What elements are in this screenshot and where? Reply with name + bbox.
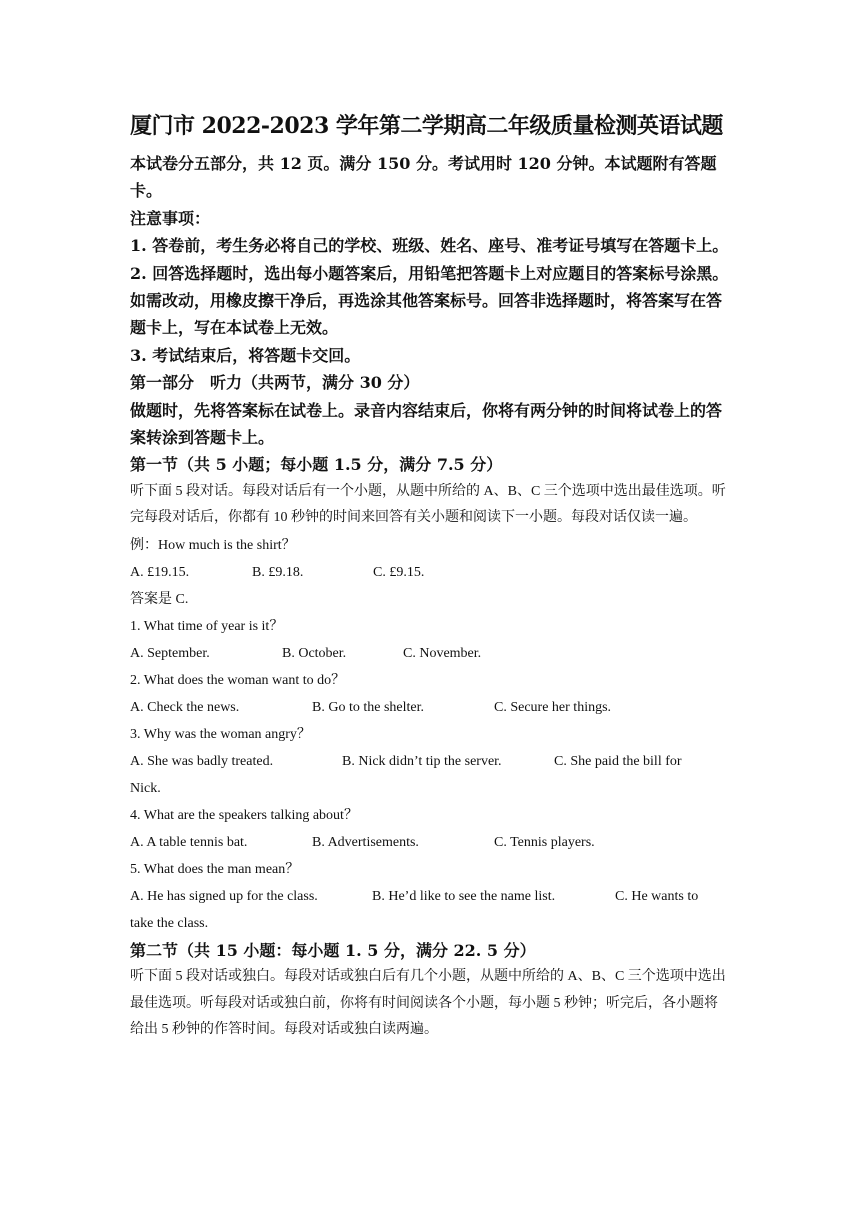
option-b: B. £9.18. <box>252 564 304 580</box>
question-2-options <box>130 694 730 721</box>
option-c: C. Tennis players. <box>494 834 595 850</box>
exam-intro: 本试卷分五部分，共 12 页。满分 150 分。考试用时 120 分钟。本试题附有答题卡。 <box>130 154 717 201</box>
option-c: C. Secure her things. <box>494 699 612 715</box>
exam-page <box>130 108 730 1044</box>
example-options <box>130 559 730 586</box>
option-b: B. Nick didn’t tip the server. <box>342 753 502 769</box>
option-b: B. Advertisements. <box>312 834 419 850</box>
part1-heading: 第一部分 听力（共两节，满分 30 分） <box>130 373 420 393</box>
option-a: A. She was badly treated. <box>130 753 274 769</box>
question-5-option-c-continued: take the class. <box>130 915 209 931</box>
option-b: B. October. <box>282 645 347 661</box>
option-a: A. £19.15. <box>130 564 190 580</box>
option-c: C. She paid the bill for <box>554 753 682 769</box>
section1-instructions: 听下面 5 段对话。每段对话后有一个小题，从题中所给的 A、B、C 三个选项中选出最佳选项。听完每段对话后，你都有 10 秒钟的时间来回答有关小题和阅读下一小题。每段对话仅读一遍。 <box>130 483 726 526</box>
question-4-options <box>130 829 730 856</box>
notice-item-1: 1. 答卷前，考生务必将自己的学校、班级、姓名、座号、准考证号填写在答题卡上。 <box>130 236 729 256</box>
question-3: 3. Why was the woman angry？ <box>130 726 311 742</box>
option-c: C. He wants to <box>615 888 699 904</box>
question-5: 5. What does the man mean？ <box>130 861 300 877</box>
example-question: 例：How much is the shirt？ <box>130 537 296 553</box>
section2-heading: 第二节（共 15 小题：每小题 1. 5 分，满分 22. 5 分） <box>130 940 536 960</box>
section1-heading: 第一节（共 5 小题；每小题 1.5 分，满分 7.5 分） <box>130 455 503 475</box>
option-b: B. Go to the shelter. <box>312 699 424 715</box>
option-a: A. September. <box>130 645 210 661</box>
question-5-options <box>130 883 730 910</box>
option-b: B. He’d like to see the name list. <box>372 888 556 904</box>
option-a: A. Check the news. <box>130 699 240 715</box>
question-2: 2. What does the woman want to do？ <box>130 672 346 688</box>
question-3-option-c-continued: Nick. <box>130 780 161 796</box>
example-answer: 答案是 C. <box>130 591 189 607</box>
option-a: A. He has signed up for the class. <box>130 888 318 904</box>
question-3-options <box>130 748 730 775</box>
part1-instructions: 做题时，先将答案标在试卷上。录音内容结束后，你将有两分钟的时间将试卷上的答案转涂到答题卡上。 <box>130 400 723 448</box>
option-c: C. £9.15. <box>373 564 425 580</box>
exam-title: 厦门市 2022-2023 学年第二学期高二年级质量检测英语试题 <box>130 113 723 139</box>
notice-heading: 注意事项： <box>130 208 211 228</box>
question-1: 1. What time of year is it？ <box>130 618 284 634</box>
question-4: 4. What are the speakers talking about？ <box>130 807 358 823</box>
notice-item-3: 3. 考试结束后，将答题卡交回。 <box>130 345 361 365</box>
option-c: C. November. <box>403 645 482 661</box>
option-a: A. A table tennis bat. <box>130 834 248 850</box>
notice-item-2: 2. 回答选择题时，选出每小题答案后，用铅笔把答题卡上对应题目的答案标号涂黑。如需改动，用橡皮擦干净后，再选涂其他答案标号。回答非选择题时，将答案写在答题卡上，写在本试卷上无效。 <box>130 263 729 338</box>
section2-instructions: 听下面 5 段对话或独白。每段对话或独白后有几个小题，从题中所给的 A、B、C 三个选项中选出最佳选项。听每段对话或独白前，你将有时间阅读各个小题，每小题 5 秒钟；听完后，各小题将给出 5 秒钟的作答时间。每段对话或独白读两遍。 <box>130 969 726 1038</box>
question-1-options <box>130 640 730 667</box>
